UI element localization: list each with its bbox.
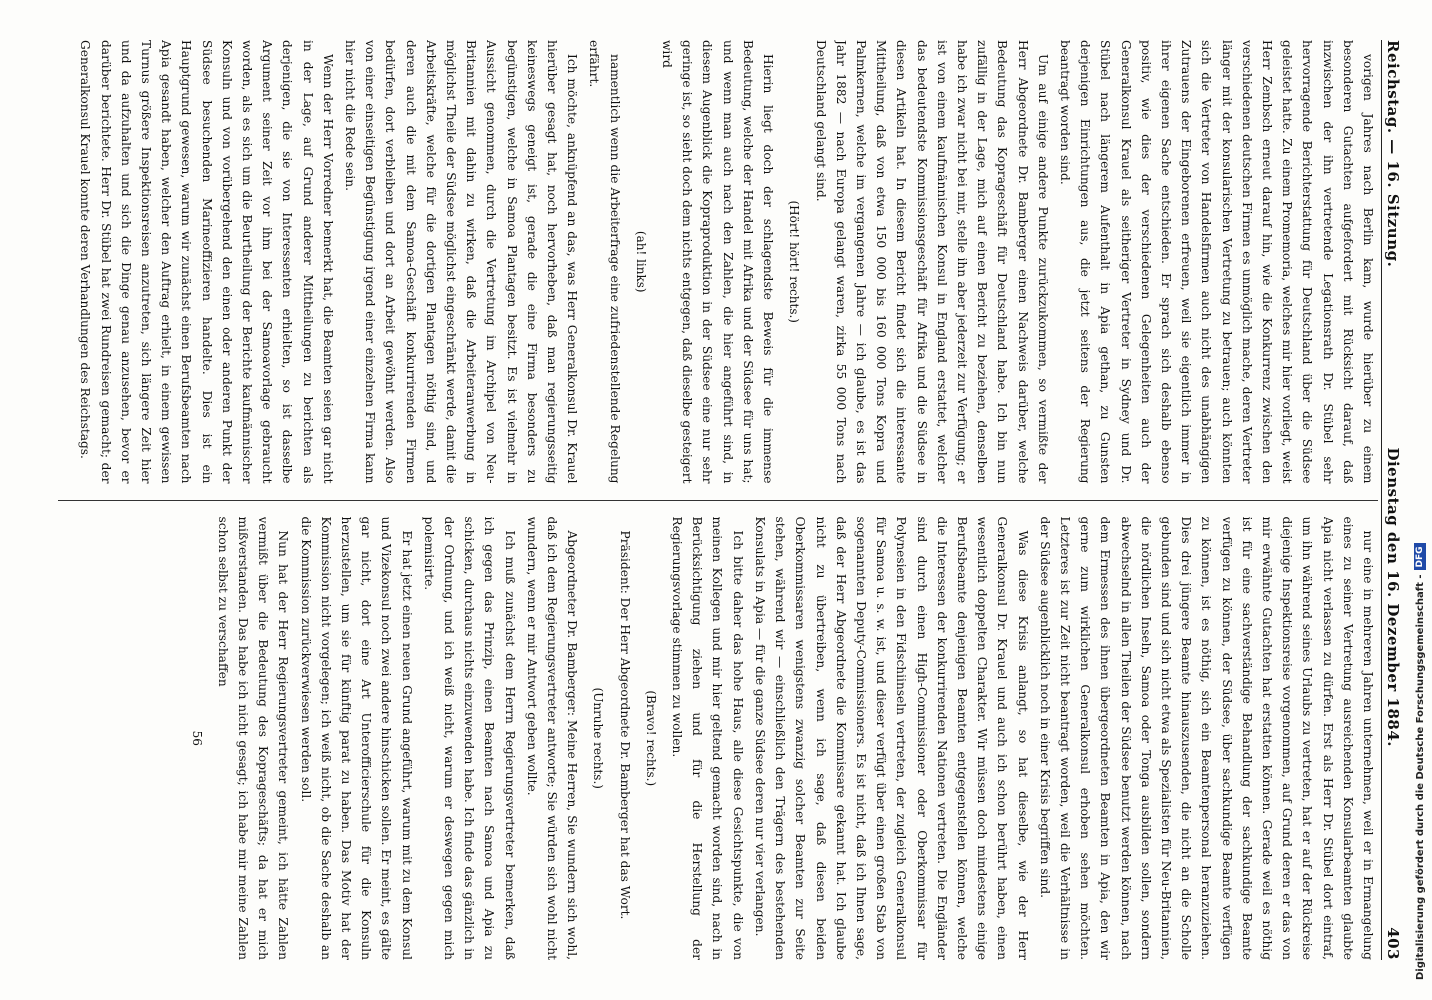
dfg-sidebar [1408,20,1430,980]
paragraph: vorigen Jahres nach Berlin kam, wurde hierüber zu einem besonderen Gutachten aufgefordert mit Rücksicht darauf, daß inzwischen der ihn vertretende Legationsrath Dr. Stübel sehr hervorragende Berichterstattung für Deutschland über die Südsee geleistet hatte. Zu einem Promemoria, welches mir hier vorliegt, weist Herr Zembsch erneut darauf hin, wie die Konkurrenz zwischen den verschiedenen deutschen Firmen es unmöglich mache, deren Vertreter länger mit der konsularischen Vertretung zu betrauen; auch könnten sich die Vertreter von Handelsfirmen auch nicht des unabhängigen Zutrauens der Eingeborenen erfreuen, weil sie eigentlich immer in ihrer eigenen Sache entschieden. Er sprach sich deshalb ebenso positiv, wie dies der verschiedenen Gelegenheiten auch der Generalkonsul Krauel als seitheriger Vertreter in Sydney und Dr. Stübel nach längerem Aufenthalt in Apia gethan, zu Gunsten derjenigen Einrichtungen aus, die jetzt seitens der Regierung beantragt worden sind. [1057,40,1375,484]
header-date: Dienstag den 16. Dezember 1884. [1384,447,1402,748]
dfg-note [1410,20,1430,980]
page-frame [42,40,1412,960]
paragraph: Er hat jetzt einen neuen Grund angeführt, warum mit zu dem Konsul und Vizekonsul noch zwei andere hinschicken sollen. Er meint, es gälte gar nicht, dort eine Art Unterofficierschule für die Konsuln herzustellen, um sie für künftig parat zu haben. Das Motiv hat der Kommission nicht vorgelegen; ich weiß nicht, ob die Sache deshalb an die Kommission zurückverwiesen werden soll. [298,516,414,960]
dfg-logo: DFG [1414,543,1426,570]
column-left [58,40,1378,484]
president-line: Präsident: Der Herr Abgeordnete Dr. Bamberger hat das Wort. [617,530,632,920]
interjection: (Hört! hört! rechts.) [787,200,802,323]
paragraph: Ich möchte, anknüpfend an das, was Herr Generalkonsul Dr. Krauel hierüber gesagt hat, noch hervorheben, daß man regierungsseitig keineswegs geneigt ist, gerade die eine Firma besonders zu begünstigen, welche in Samoa Plantagen besitzt. Es ist vielmehr in Aussicht genommen, durch die Vertretung im Archipel von Neu-Britannien mit dahin zu wirken, daß die Arbeiteranwerbung in möglichst Theile der Südsee möglichst eingeschränkt werde, damit die Arbeitskräfte, welche für die dortigen Plantagen nöthig sind, und deren auch die mit dem Samoa-Geschäft konkurrirenden Firmen bedürfen, dort verbleiben und dort an Arbeit gewöhnt werden. Also von einer einseitigen Begünstigung irgend einer einzelnen Firma kann hier nicht die Rede sein. [343,40,580,484]
paragraph: namentlich wenn die Arbeiterfrage eine zufriedenstellende Regelung erfährt. [587,40,622,484]
paragraph: Hierin liegt doch der schlagendste Beweis für die immense Bedeutung, welche der Handel mit Afrika und der Südsee für uns hat; und wenn man auch nach den Zahlen, die hier angeführt sind, in diesem Augenblick die Kopraproduktion in der Südsee eine nur sehr geringe ist, so sieht doch dem nichts entgegen, daß dieselbe gesteigert wird [660,40,776,484]
page-number: 403 [1384,927,1402,960]
paragraph: Ich bitte daher das hohe Haus, alle diese Gesichtspunkte, die von meinen Kollegen und mir hier geltend gemacht worden sind, nach in Berücksichtigung ziehen und für die Herstellung der Regierungsvorlage stimmen zu wollen. [670,516,745,960]
column-right [58,517,1378,961]
signature-mark: 56 [189,730,204,746]
interjection: (ah! links) [633,230,648,293]
interjection: (Bravo! rechts.) [643,690,658,787]
dfg-note-text: Digitalisierung gefördert durch die Deutsche Forschungsgemeinschaft - [1414,574,1426,980]
paragraph: Wenn der Herr Vorredner bemerkt hat, die Beamten seien gar nicht in der Lage, auf Grund anderer Mittheilungen zu berichten als derjenigen, die sie von Interessenten erhielten, so ist dasselbe Argument seiner Zeit vor ihm bei der Samoavorlage gebraucht worden, als es sich um die Beurtheilung der Berichte kaufmännischer Konsuln und von vorübergehend den einen oder anderen Punkt der Südsee besuchenden Marineoffizieren handelte. Dies ist ein Hauptgrund gewesen, warum wir zunächst einen Berufsbeamten nach Apia gesandt haben, welcher den Auftrag erhielt, in einem gewissen Turnus größere Inspektionsreisen anzutreten, sich längere Zeit hier und da aufzuhalten und sich die Dinge genau anzusehen, bevor er darüber berichtete. Herr Dr. Stübel hat zwei Rundreisen gemacht; der Generalkonsul Krauel konnte deren Verhandlungen des Reichstags. [78,40,335,484]
header-left: Reichstag. — 16. Sitzung. [1384,40,1402,268]
paragraph: Abgeordneter Dr. Bamberger: Meine Herren, Sie wundern sich wohl, daß ich dem Regierungsvertreter antworte; Sie würden sich wohl nicht wundern, wenn er mir Antwort geben wollte. [524,516,580,960]
paragraph: Nun hat der Herr Regierungsvertreter gemeint, ich hätte Zahlen vermißt über die Bedeutung des Koprageschäfts; da hat er mich mißverstanden. Das habe ich nicht gesagt; ich habe mir meine Zahlen schon selbst zu verschaffen [215,516,291,960]
paragraph: Ich muß zunächst dem Herrn Regierungsvertreter bemerken, daß ich gegen das Prinzip, einen Beamten nach Samoa und Apia zu schicken, durchaus nichts einzuwenden habe. Ich finde das gänzlich in der Ordnung, und ich weiß nicht, warum er deswegen gegen mich polemisirte. [421,516,517,960]
paragraph: Um auf einige andere Punkte zurückzukommen, so vermißte der Herr Abgeordnete Dr. Bamberger einen Nachweis darüber, welche Bedeutung das Koprageschäft für Deutschland habe. Ich bin nun zufällig in der Lage, mich auf einen Bericht zu beziehen, denselben habe ich zwar nicht bei mir, stelle ihn aber jederzeit zur Verfügung; er ist von einem kaufmännischen Konsul in England erstattet, welcher das bedeutendste Kommissionsgeschäft für Afrika und die Südsee in diesen Artikeln hat. In diesem Bericht findet sich die interessante Mittheilung, daß von etwa 150 000 bis 160 000 Tons Kopra und Palmkernen, welche im vergangenen Jahre — ich glaube, es ist das Jahr 1882 — nach Europa gelangt waren, zirka 55 000 Tons nach Deutschland gelangt sind. [813,40,1050,484]
paragraph: Was diese Krisis anlangt, so hat dieselbe, wie der Herr Generalkonsul Dr. Krauel und auch ich schon berührt haben, einen wesentlich doppelten Charakter. Wir müssen doch mindestens einige Berufsbeamte denjenigen Beamten entgegenstellen können, welche die Interessen der konkurrirenden Nationen vertreten. Die Engländer sind durch einen High-Commissioner oder Oberkommissar für Polynesien in den Fidschiinseln vertreten, der zugleich Generalkonsul für Samoa u. s. w. ist, und dieser verfügt über einen großen Stab von sogenannten Deputy-Commissioners. Es ist nicht, daß ich Ihnen sage, daß der Herr Abgeordnete die Kommissare gekannt hat. Ich glaube nicht zu übertreiben, wenn ich sage, daß diesen beiden Oberkommissaren wenigstens zwanzig solcher Beamten zur Seite stehen, während wir — einschließlich den Trägern des bestehenden Konsulats in Apia — für die ganze Südsee deren nur vier verlangen. [752,516,1030,960]
paragraph: nur eine in mehreren Jahren unternehmen, weil er in Ermangelung eines zu seiner Vertretung ausreichenden Konsularbeamten glaubte Apia nicht verlassen zu dürfen. Erst als Herr Dr. Stübel dort eintraf, um ihn während seines Urlaubs zu vertreten, hat er auf der Rückreise diejenige Inspektionsreise vorgenommen, auf Grund deren er das von mir erwähnte Gutachten hat erstatten können. Gerade weil es nöthig ist für eine sachverständige Behandlung der sachkundige Beamte verfügen zu können, der Südsee, über sachkundige Beamte verfügen zu können, ist es nöthig, sich ein Beamtenpersonal heranzuziehen. Dies drei jüngere Beamte hinauszusenden, die nicht an die Scholle gebunden sind und sich nicht etwa als Spezialisten für Neu-Britannien, die nördlichen Inseln, Samoa oder Tonga ausbilden sollen, sondern abwechselnd in allen Theilen der Südsee benutzt werden können, nach dem Ermessen des ihnen übergeordneten Beamten in Apia, den wir gerne zum wirklichen Generalkonsul erhoben sehen möchten. Letzteres ist zur Zeit nicht beantragt worden, weil die Verhältnisse in der Südsee augenblicklich noch in einer Krisis begriffen sind. [1037,516,1375,960]
interjection: (Unruhe rechts.) [591,687,606,789]
text-columns [58,40,1378,960]
column-divider [58,500,1378,501]
